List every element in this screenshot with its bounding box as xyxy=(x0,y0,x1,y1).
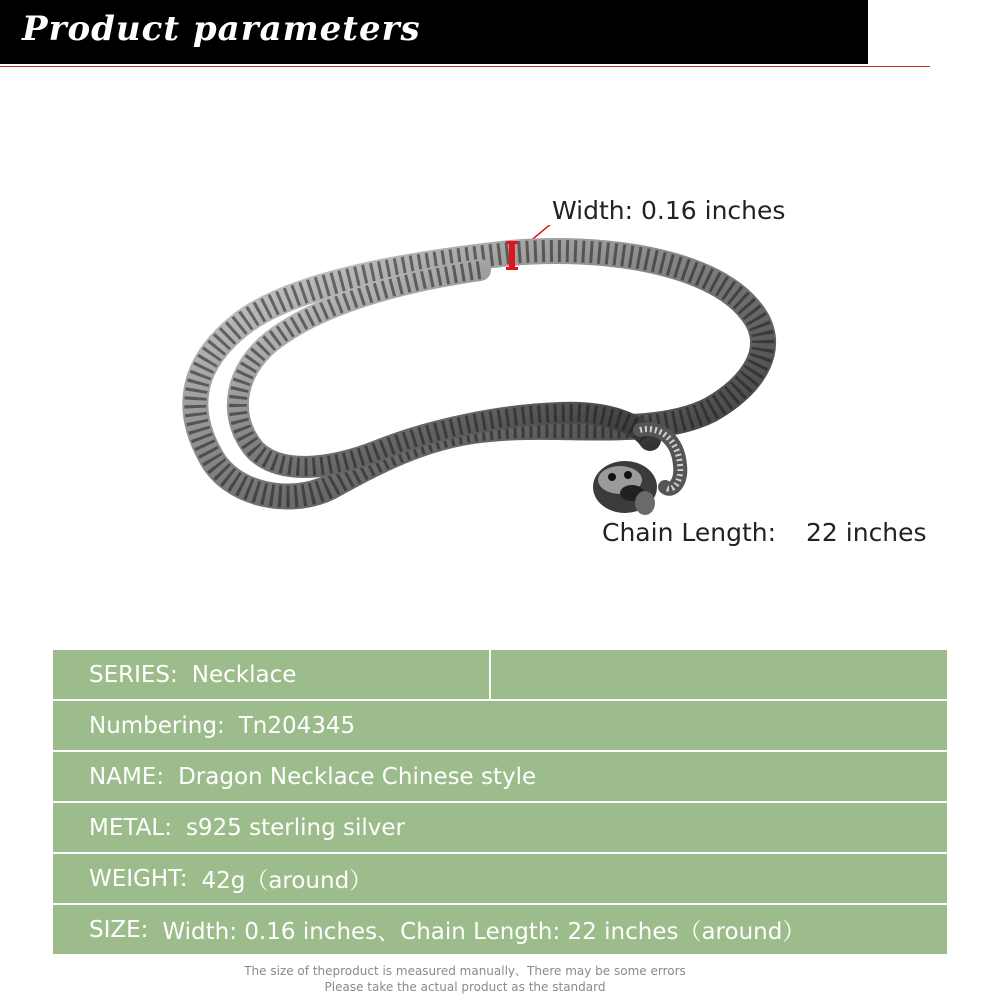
param-row-size xyxy=(53,905,947,954)
chain-length-callout xyxy=(602,518,927,547)
param-value: Dragon Necklace Chinese style xyxy=(178,763,537,790)
dragon-head-clasp xyxy=(593,461,657,515)
param-label: SIZE: xyxy=(89,916,149,943)
param-value: Tn204345 xyxy=(238,712,356,739)
param-value: s925 sterling silver xyxy=(185,814,405,841)
param-label: NAME: xyxy=(89,763,165,790)
width-callout xyxy=(552,196,785,225)
param-value: Width: 0.16 inches、Chain Length: 22 inches（around） xyxy=(162,919,806,945)
param-label: METAL: xyxy=(89,814,172,841)
column-divider xyxy=(489,650,491,699)
param-row-name xyxy=(53,752,947,801)
chain-length-label: Chain Length: xyxy=(602,518,777,547)
product-parameters-table xyxy=(53,650,947,956)
param-row-numbering xyxy=(53,701,947,750)
header-bar xyxy=(0,0,868,64)
param-row-series xyxy=(53,650,947,699)
product-standard-note: Please take the actual product as the standard xyxy=(324,980,606,994)
param-label: SERIES: xyxy=(89,661,178,688)
param-label: WEIGHT: xyxy=(89,865,188,892)
chain-length-value: 22 inches xyxy=(806,518,927,547)
param-row-weight xyxy=(53,854,947,903)
measurement-disclaimer: The size of theproduct is measured manually、There may be some errors xyxy=(244,964,686,978)
width-label: Width: xyxy=(552,196,634,225)
header-divider xyxy=(0,66,930,67)
width-value: 0.16 inches xyxy=(641,196,786,225)
param-row-metal xyxy=(53,803,947,852)
necklace-product-image xyxy=(180,225,780,535)
param-value: 42g（around） xyxy=(201,868,373,894)
param-value: Necklace xyxy=(191,661,297,688)
page-title: Product parameters xyxy=(22,9,421,49)
param-label: Numbering: xyxy=(89,712,225,739)
